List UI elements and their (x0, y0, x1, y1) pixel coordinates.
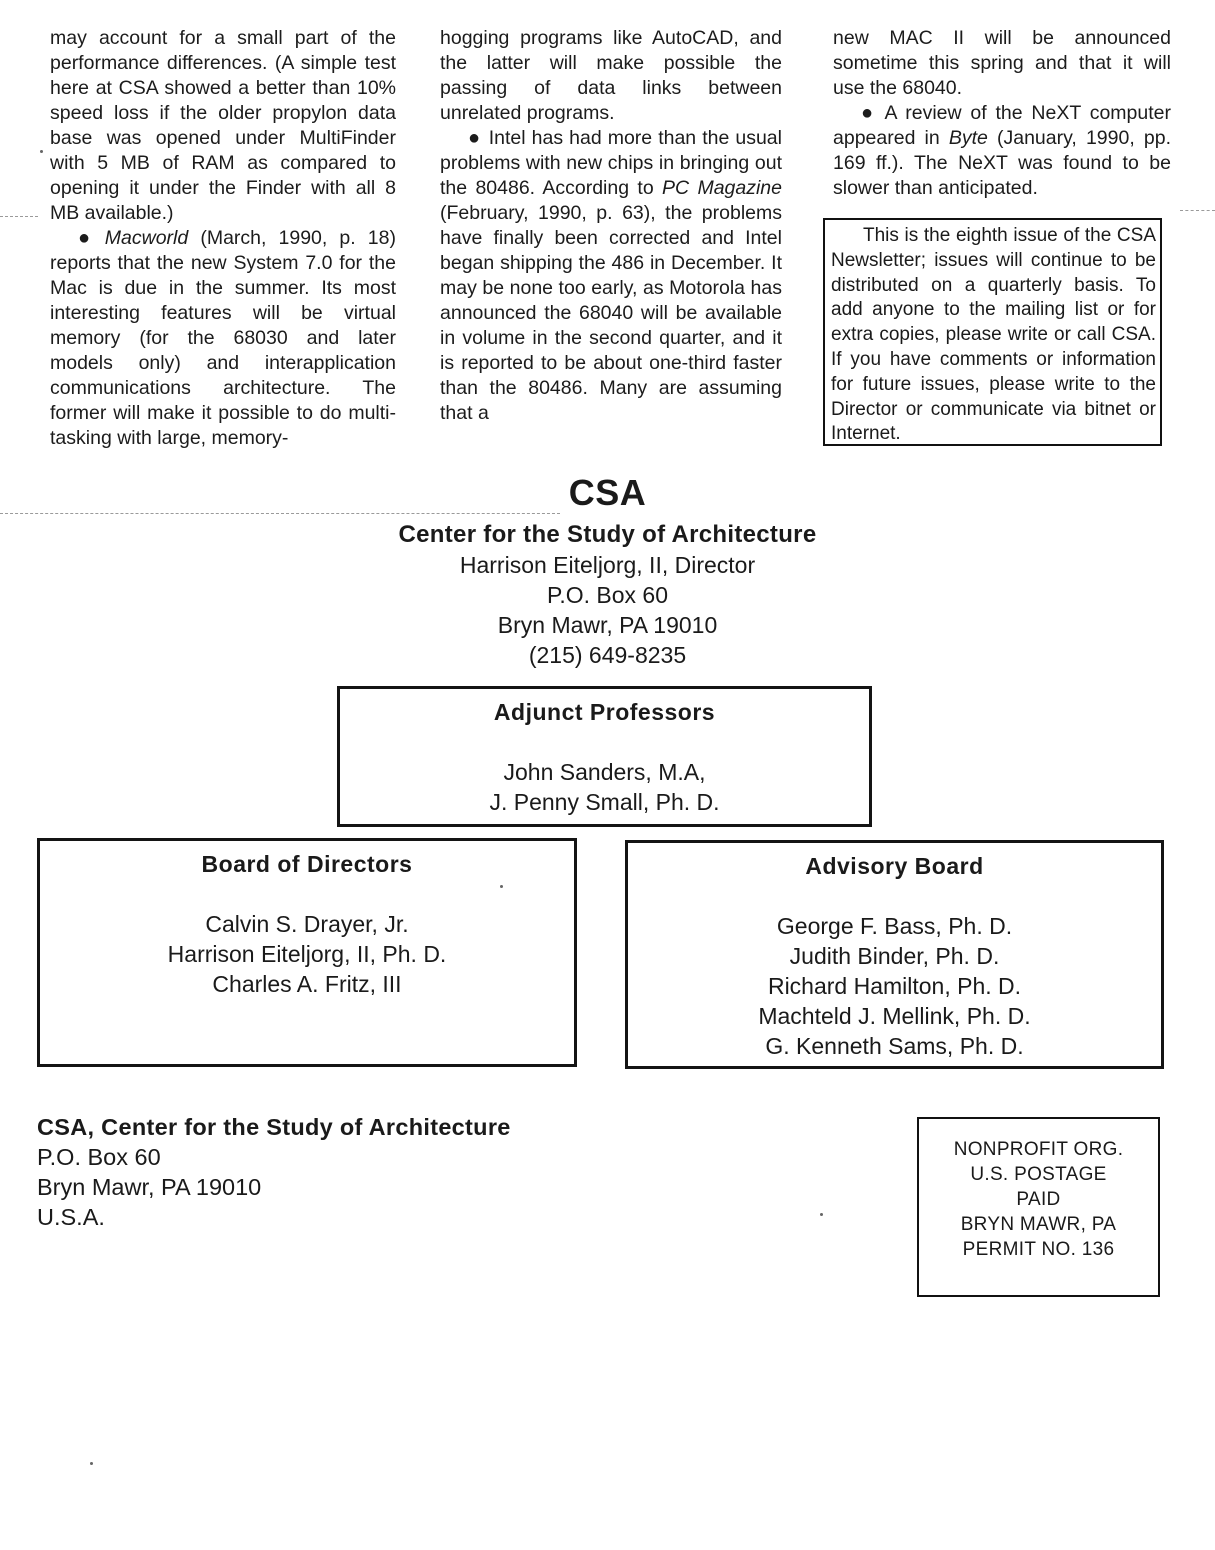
bullet-icon: ● (468, 127, 481, 149)
panel-title: Adjunct Professors (493, 699, 716, 725)
newsletter-notice-box (823, 218, 1162, 446)
paragraph: new MAC II will be announced sometime this spring and that it will use the 68040. (833, 27, 1171, 99)
paragraph-text: A review of the NeXT computer appeared in (833, 102, 1171, 149)
org-name: Center for the Study of Architecture (398, 521, 817, 548)
person-name: Judith Binder, Ph. D. (789, 943, 1000, 969)
postage-line: NONPROFIT ORG. (953, 1139, 1124, 1160)
article-column-2 (440, 26, 782, 426)
panel-title: Board of Directors (201, 851, 413, 877)
source-title: Macworld (104, 227, 189, 249)
bullet-icon: ● (78, 227, 97, 249)
scan-speck (90, 1462, 93, 1465)
person-name: J. Penny Small, Ph. D. (489, 789, 720, 815)
person-name: Machteld J. Mellink, Ph. D. (758, 1003, 1031, 1029)
return-org-name: CSA, Center for the Study of Architecture (37, 1114, 511, 1140)
org-po-box: P.O. Box 60 (546, 582, 669, 608)
source-title: Byte (948, 127, 988, 149)
return-city: Bryn Mawr, PA 19010 (37, 1174, 262, 1200)
adjunct-professors-box (337, 686, 872, 827)
paragraph-text: (January, 1990, pp. 169 ff.). The NeXT was found to be slower than anticipated. (833, 127, 1171, 199)
return-country: U.S.A. (37, 1204, 105, 1230)
return-address (37, 1112, 511, 1232)
person-name: Harrison Eiteljorg, II, Ph. D. (167, 941, 447, 967)
org-acronym: CSA (568, 472, 647, 513)
person-name: John Sanders, M.A, (503, 759, 706, 785)
source-title: PC Magazine (662, 177, 782, 199)
postage-line: PERMIT NO. 136 (962, 1239, 1115, 1260)
org-city: Bryn Mawr, PA 19010 (497, 612, 718, 638)
article-column-3 (833, 26, 1171, 201)
scan-edge-line (0, 216, 38, 217)
bullet-icon: ● (861, 102, 877, 124)
postage-line: BRYN MAWR, PA (960, 1214, 1117, 1235)
panel-title: Advisory Board (805, 853, 984, 879)
board-of-directors-box (37, 838, 577, 1067)
paragraph-text: (March, 1990, p. 18) reports that the new System 7.0 for the Mac is due in the summer. Its most interesting features will be virtual memory (for the 68030 and later models only) and interapplication communications architecture. The former will make it possible to do multi-tasking with large, memory- (50, 227, 396, 449)
scan-speck (820, 1213, 823, 1216)
org-director: Harrison Eiteljorg, II, Director (459, 552, 756, 578)
paragraph: may account for a small part of the performance differences. (A simple test here at CSA showed a better than 10% speed loss if the older propylon data base was opened under MultiFinder with 5 MB of RAM as compared to opening it under the Finder with all 8 MB available.) (50, 27, 396, 224)
return-po-box: P.O. Box 60 (37, 1144, 161, 1170)
scan-speck (40, 150, 43, 153)
scan-fold-line-right (1180, 210, 1215, 211)
paragraph-intel (440, 126, 782, 426)
postage-line: U.S. POSTAGE (970, 1164, 1107, 1185)
paragraph-macworld (50, 226, 396, 451)
paragraph: hogging programs like AutoCAD, and the latter will make possible the passing of data links between unrelated programs. (440, 27, 782, 124)
paragraph-text: Intel has had more than the usual problems with new chips in bringing out the 80486. According to (440, 127, 782, 199)
paragraph-text: (February, 1990, p. 63), the problems have finally been corrected and Intel began shipping the 486 in December. It may be none too early, as Motorola has announced the 68040 will be available in volume in the second quarter, and it is reported to be about one-third faster than the 80486. Many are assuming that a (440, 202, 782, 424)
person-name: Richard Hamilton, Ph. D. (767, 973, 1022, 999)
notice-text: This is the eighth issue of the CSA Newsletter; issues will continue to be distributed on a quarterly basis. To add anyone to the mailing list or for extra copies, please write or call CSA. If you have comments or information for future issues, please write to the Director or communicate via bitnet or Internet. (831, 225, 1156, 445)
paragraph-next (833, 101, 1171, 201)
person-name: Calvin S. Drayer, Jr. (205, 911, 409, 937)
postage-indicia (917, 1117, 1160, 1297)
person-name: G. Kenneth Sams, Ph. D. (765, 1033, 1024, 1059)
advisory-board-box (625, 840, 1164, 1069)
postage-line: PAID (1016, 1189, 1061, 1210)
person-name: Charles A. Fritz, III (212, 971, 402, 997)
person-name: George F. Bass, Ph. D. (776, 913, 1013, 939)
article-column-1 (50, 26, 396, 451)
org-phone: (215) 649-8235 (528, 642, 687, 668)
